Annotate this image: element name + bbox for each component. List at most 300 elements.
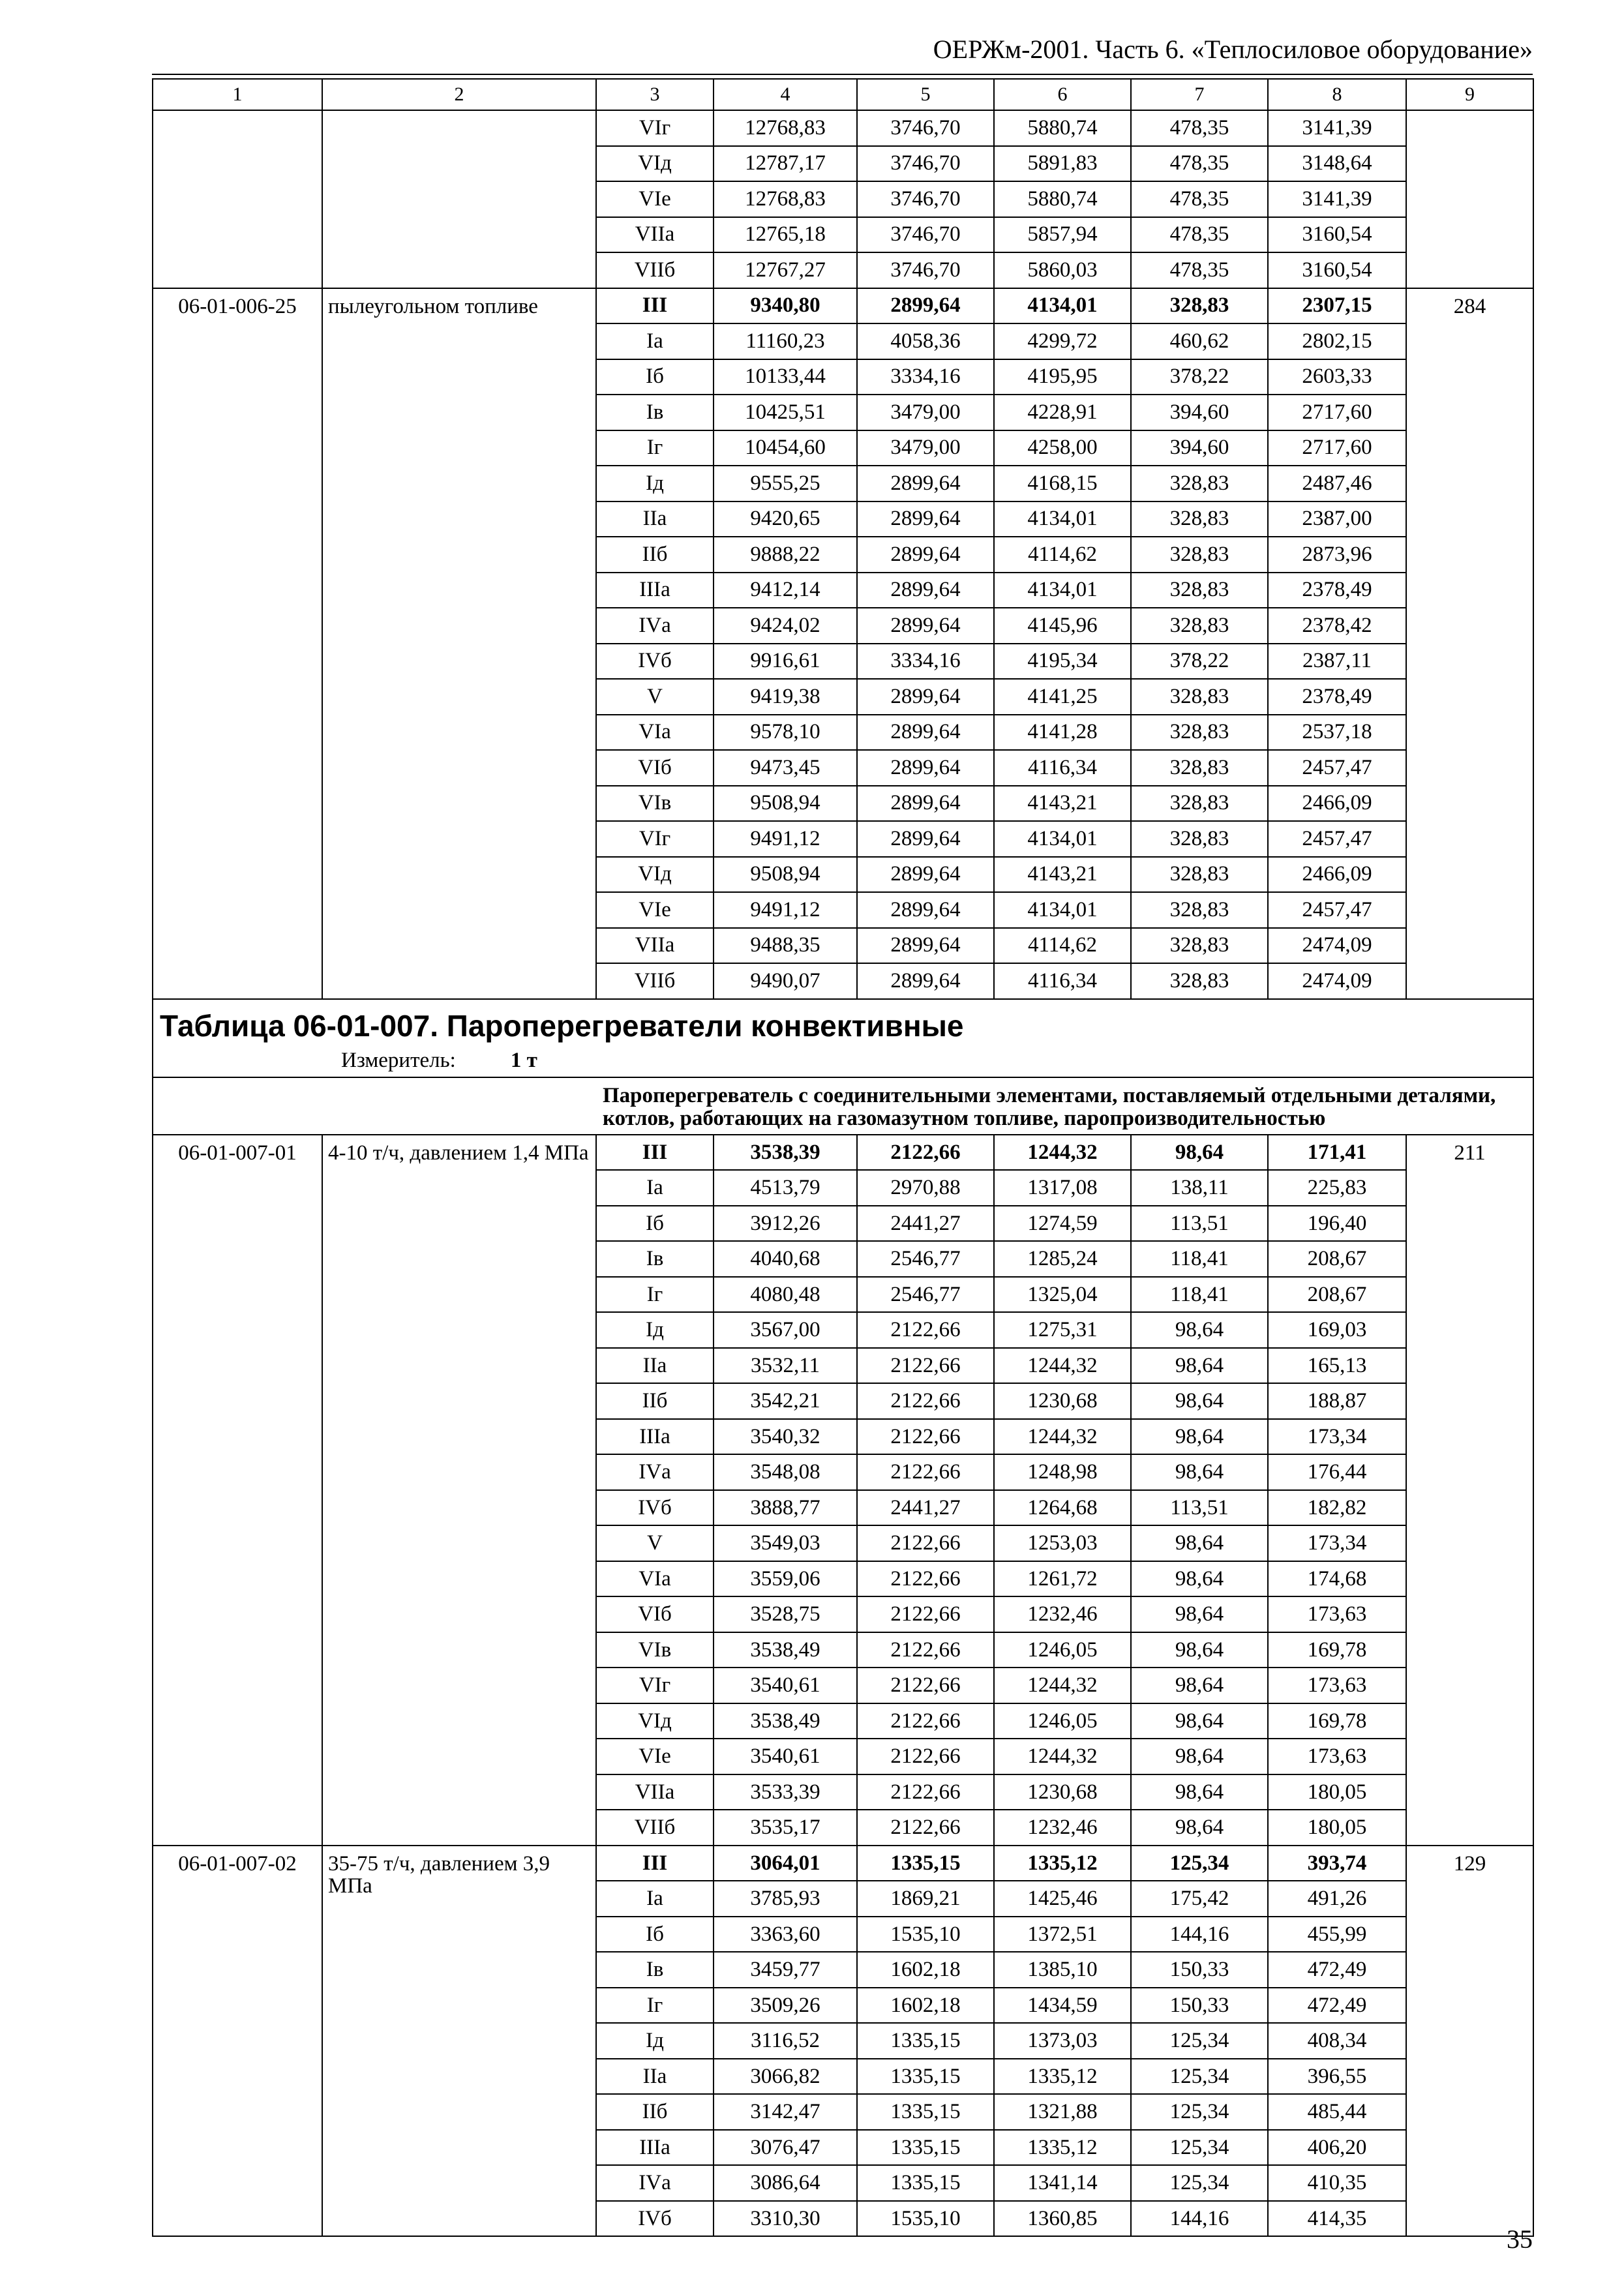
total-cost: 9508,94 [714, 786, 857, 822]
total-cost: 4080,48 [714, 1277, 857, 1313]
machinist-wage: 113,51 [1131, 1206, 1268, 1242]
total-cost: 9340,80 [714, 288, 857, 324]
materials-cost: 472,49 [1268, 1988, 1406, 2024]
materials-cost: 225,83 [1268, 1170, 1406, 1206]
machinist-wage: 394,60 [1131, 395, 1268, 430]
machinist-wage: 118,41 [1131, 1277, 1268, 1313]
column-number: 9 [1406, 79, 1533, 110]
zone-label: Iв [596, 1952, 714, 1988]
machinist-wage: 175,42 [1131, 1881, 1268, 1917]
machinist-wage: 328,83 [1131, 715, 1268, 751]
zone-label: IIб [596, 537, 714, 573]
zone-label: IIа [596, 2059, 714, 2095]
materials-cost: 414,35 [1268, 2201, 1406, 2237]
materials-cost: 2387,11 [1268, 644, 1406, 680]
machinist-wage: 144,16 [1131, 1917, 1268, 1952]
materials-cost: 2603,33 [1268, 359, 1406, 395]
machinist-wage: 125,34 [1131, 2094, 1268, 2130]
machine-cost: 4134,01 [994, 573, 1131, 608]
zone-label: Iб [596, 1917, 714, 1952]
machine-cost: 1246,05 [994, 1632, 1131, 1668]
zone-label: VIIб [596, 963, 714, 999]
column-number: 1 [153, 79, 322, 110]
labor-cost: 3746,70 [857, 181, 994, 217]
machine-cost: 1232,46 [994, 1596, 1131, 1632]
machinist-wage: 328,83 [1131, 892, 1268, 928]
materials-cost: 165,13 [1268, 1348, 1406, 1384]
materials-cost: 3141,39 [1268, 110, 1406, 146]
header-divider [152, 74, 1533, 75]
materials-cost: 208,67 [1268, 1241, 1406, 1277]
resource-value: 129 [1406, 1846, 1533, 2237]
machinist-wage: 98,64 [1131, 1596, 1268, 1632]
rate-name: пылеугольном топливе [322, 288, 596, 999]
total-cost: 9491,12 [714, 821, 857, 857]
machinist-wage: 150,33 [1131, 1988, 1268, 2024]
materials-cost: 2537,18 [1268, 715, 1406, 751]
zone-label: VIд [596, 146, 714, 182]
total-cost: 10133,44 [714, 359, 857, 395]
page-number: 35 [1507, 2224, 1533, 2254]
machine-cost: 1230,68 [994, 1774, 1131, 1810]
labor-cost: 2122,66 [857, 1561, 994, 1597]
machine-cost: 1373,03 [994, 2023, 1131, 2059]
labor-cost: 1335,15 [857, 2023, 994, 2059]
total-cost: 3086,64 [714, 2165, 857, 2201]
column-number: 5 [857, 79, 994, 110]
total-cost: 3509,26 [714, 1988, 857, 2024]
labor-cost: 1335,15 [857, 2130, 994, 2166]
materials-cost: 188,87 [1268, 1383, 1406, 1419]
labor-cost: 2122,66 [857, 1596, 994, 1632]
labor-cost: 2899,64 [857, 857, 994, 893]
labor-cost: 1535,10 [857, 1917, 994, 1952]
unit-value: 1 т [510, 1048, 537, 1072]
total-cost: 3064,01 [714, 1846, 857, 1881]
total-cost: 9578,10 [714, 715, 857, 751]
labor-cost: 3746,70 [857, 146, 994, 182]
total-cost: 3538,49 [714, 1632, 857, 1668]
labor-cost: 2899,64 [857, 573, 994, 608]
machinist-wage: 98,64 [1131, 1561, 1268, 1597]
total-cost: 9888,22 [714, 537, 857, 573]
machinist-wage: 378,22 [1131, 644, 1268, 680]
machine-cost: 4145,96 [994, 608, 1131, 644]
labor-cost: 2122,66 [857, 1810, 994, 1846]
materials-cost: 393,74 [1268, 1846, 1406, 1881]
materials-cost: 2802,15 [1268, 323, 1406, 359]
machine-cost: 1385,10 [994, 1952, 1131, 1988]
total-cost: 10425,51 [714, 395, 857, 430]
zone-label: VIг [596, 1668, 714, 1703]
materials-cost: 208,67 [1268, 1277, 1406, 1313]
table-row [153, 1135, 1533, 1171]
zone-label: Iд [596, 2023, 714, 2059]
resource-value: 211 [1406, 1135, 1533, 1846]
total-cost: 9916,61 [714, 644, 857, 680]
labor-cost: 2899,64 [857, 537, 994, 573]
total-cost: 9488,35 [714, 928, 857, 964]
labor-cost: 2899,64 [857, 892, 994, 928]
materials-cost: 173,63 [1268, 1739, 1406, 1774]
machine-cost: 1274,59 [994, 1206, 1131, 1242]
labor-cost: 3334,16 [857, 644, 994, 680]
zone-label: IVб [596, 1490, 714, 1526]
column-number: 6 [994, 79, 1131, 110]
machine-cost: 1335,12 [994, 1846, 1131, 1881]
materials-cost: 182,82 [1268, 1490, 1406, 1526]
materials-cost: 173,34 [1268, 1419, 1406, 1455]
total-cost: 9412,14 [714, 573, 857, 608]
machine-cost: 1335,12 [994, 2059, 1131, 2095]
machinist-wage: 98,64 [1131, 1135, 1268, 1171]
total-cost: 3310,30 [714, 2201, 857, 2237]
machine-cost: 1244,32 [994, 1135, 1131, 1171]
labor-cost: 3479,00 [857, 430, 994, 466]
labor-cost: 2899,64 [857, 466, 994, 501]
zone-label: IIа [596, 1348, 714, 1384]
materials-cost: 176,44 [1268, 1454, 1406, 1490]
machinist-wage: 113,51 [1131, 1490, 1268, 1526]
zone-label: VIе [596, 892, 714, 928]
description-spacer [153, 1077, 596, 1134]
machine-cost: 4141,28 [994, 715, 1131, 751]
zone-label: VIIб [596, 1810, 714, 1846]
zone-label: VIIа [596, 217, 714, 253]
total-cost: 3116,52 [714, 2023, 857, 2059]
machine-cost: 1425,46 [994, 1881, 1131, 1917]
column-number: 3 [596, 79, 714, 110]
labor-cost: 1335,15 [857, 2165, 994, 2201]
materials-cost: 173,63 [1268, 1596, 1406, 1632]
labor-cost: 1535,10 [857, 2201, 994, 2237]
materials-cost: 406,20 [1268, 2130, 1406, 2166]
materials-cost: 491,26 [1268, 1881, 1406, 1917]
zone-label: Iа [596, 1881, 714, 1917]
column-number: 7 [1131, 79, 1268, 110]
machine-cost: 4168,15 [994, 466, 1131, 501]
labor-cost: 1335,15 [857, 1846, 994, 1881]
materials-cost: 169,78 [1268, 1703, 1406, 1739]
machine-cost: 4114,62 [994, 537, 1131, 573]
labor-cost: 3746,70 [857, 110, 994, 146]
labor-cost: 2899,64 [857, 750, 994, 786]
machinist-wage: 328,83 [1131, 288, 1268, 324]
zone-label: IIб [596, 1383, 714, 1419]
total-cost: 3540,61 [714, 1668, 857, 1703]
zone-label: Iв [596, 395, 714, 430]
labor-cost: 2546,77 [857, 1241, 994, 1277]
zone-label: IIIа [596, 573, 714, 608]
total-cost: 9491,12 [714, 892, 857, 928]
materials-cost: 2466,09 [1268, 786, 1406, 822]
machine-cost: 4143,21 [994, 786, 1131, 822]
column-number: 2 [322, 79, 596, 110]
machinist-wage: 125,34 [1131, 1846, 1268, 1881]
machine-cost: 4228,91 [994, 395, 1131, 430]
materials-cost: 2307,15 [1268, 288, 1406, 324]
zone-label: Iб [596, 359, 714, 395]
materials-cost: 196,40 [1268, 1206, 1406, 1242]
machine-cost: 1321,88 [994, 2094, 1131, 2130]
zone-label: VIа [596, 1561, 714, 1597]
machinist-wage: 98,64 [1131, 1774, 1268, 1810]
zone-label: Iд [596, 466, 714, 501]
labor-cost: 2899,64 [857, 501, 994, 537]
price-table [152, 78, 1534, 2237]
zone-label: III [596, 288, 714, 324]
labor-cost: 3746,70 [857, 217, 994, 253]
materials-cost: 2474,09 [1268, 963, 1406, 999]
machine-cost: 1244,32 [994, 1668, 1131, 1703]
machine-cost: 1244,32 [994, 1419, 1131, 1455]
machinist-wage: 328,83 [1131, 501, 1268, 537]
zone-label: Iа [596, 323, 714, 359]
zone-label: IIб [596, 2094, 714, 2130]
total-cost: 11160,23 [714, 323, 857, 359]
zone-label: VIIб [596, 252, 714, 288]
zone-label: IVа [596, 1454, 714, 1490]
labor-cost: 2899,64 [857, 288, 994, 324]
machine-cost: 4134,01 [994, 501, 1131, 537]
machinist-wage: 98,64 [1131, 1632, 1268, 1668]
total-cost: 10454,60 [714, 430, 857, 466]
table-row [153, 110, 1533, 146]
machine-cost: 4143,21 [994, 857, 1131, 893]
labor-cost: 2122,66 [857, 1383, 994, 1419]
machine-cost: 1253,03 [994, 1525, 1131, 1561]
machinist-wage: 98,64 [1131, 1454, 1268, 1490]
zone-label: Iд [596, 1312, 714, 1348]
labor-cost: 2899,64 [857, 821, 994, 857]
machine-cost: 4134,01 [994, 288, 1131, 324]
materials-cost: 2457,47 [1268, 750, 1406, 786]
materials-cost: 2378,49 [1268, 573, 1406, 608]
machinist-wage: 328,83 [1131, 537, 1268, 573]
materials-cost: 396,55 [1268, 2059, 1406, 2095]
materials-cost: 173,63 [1268, 1668, 1406, 1703]
labor-cost: 2122,66 [857, 1525, 994, 1561]
table-title: Таблица 06-01-007. Пароперегреватели конвективные [160, 1008, 964, 1043]
zone-label: Iг [596, 1988, 714, 2024]
machinist-wage: 460,62 [1131, 323, 1268, 359]
zone-label: VIе [596, 1739, 714, 1774]
total-cost: 3538,49 [714, 1703, 857, 1739]
labor-cost: 3479,00 [857, 395, 994, 430]
materials-cost: 2717,60 [1268, 430, 1406, 466]
machinist-wage: 328,83 [1131, 608, 1268, 644]
total-cost: 3540,61 [714, 1739, 857, 1774]
materials-cost: 485,44 [1268, 2094, 1406, 2130]
machinist-wage: 478,35 [1131, 217, 1268, 253]
materials-cost: 2457,47 [1268, 892, 1406, 928]
materials-cost: 3160,54 [1268, 252, 1406, 288]
zone-label: VIIа [596, 928, 714, 964]
machine-cost: 4195,95 [994, 359, 1131, 395]
total-cost: 3076,47 [714, 2130, 857, 2166]
machine-cost: 1372,51 [994, 1917, 1131, 1952]
machine-cost: 4258,00 [994, 430, 1131, 466]
zone-label: V [596, 679, 714, 715]
zone-label: V [596, 1525, 714, 1561]
machinist-wage: 328,83 [1131, 786, 1268, 822]
materials-cost: 169,78 [1268, 1632, 1406, 1668]
materials-cost: 410,35 [1268, 2165, 1406, 2201]
total-cost: 3567,00 [714, 1312, 857, 1348]
materials-cost: 3141,39 [1268, 181, 1406, 217]
total-cost: 12767,27 [714, 252, 857, 288]
labor-cost: 2122,66 [857, 1312, 994, 1348]
machine-cost: 1325,04 [994, 1277, 1131, 1313]
rate-name: 35-75 т/ч, давлением 3,9 МПа [322, 1846, 596, 2237]
zone-label: VIг [596, 110, 714, 146]
materials-cost: 174,68 [1268, 1561, 1406, 1597]
materials-cost: 171,41 [1268, 1135, 1406, 1171]
machinist-wage: 328,83 [1131, 963, 1268, 999]
machinist-wage: 98,64 [1131, 1668, 1268, 1703]
total-cost: 4040,68 [714, 1241, 857, 1277]
machine-cost: 5857,94 [994, 217, 1131, 253]
total-cost: 3548,08 [714, 1454, 857, 1490]
rate-code: 06-01-006-25 [153, 288, 322, 999]
materials-cost: 2378,49 [1268, 679, 1406, 715]
zone-label: VIг [596, 821, 714, 857]
materials-cost: 455,99 [1268, 1917, 1406, 1952]
materials-cost: 2457,47 [1268, 821, 1406, 857]
zone-label: IVб [596, 2201, 714, 2237]
total-cost: 3538,39 [714, 1135, 857, 1171]
zone-label: VIе [596, 181, 714, 217]
machinist-wage: 478,35 [1131, 146, 1268, 182]
rate-code: 06-01-007-01 [153, 1135, 322, 1846]
labor-cost: 2546,77 [857, 1277, 994, 1313]
zone-label: VIд [596, 1703, 714, 1739]
machinist-wage: 328,83 [1131, 679, 1268, 715]
rate-code [153, 110, 322, 288]
machinist-wage: 328,83 [1131, 821, 1268, 857]
machine-cost: 4134,01 [994, 821, 1131, 857]
total-cost: 9424,02 [714, 608, 857, 644]
total-cost: 9420,65 [714, 501, 857, 537]
machine-cost: 4134,01 [994, 892, 1131, 928]
total-cost: 12768,83 [714, 110, 857, 146]
materials-cost: 408,34 [1268, 2023, 1406, 2059]
materials-cost: 2717,60 [1268, 395, 1406, 430]
unit-label: Измеритель: [341, 1048, 456, 1072]
machinist-wage: 150,33 [1131, 1952, 1268, 1988]
total-cost: 3888,77 [714, 1490, 857, 1526]
labor-cost: 2122,66 [857, 1454, 994, 1490]
zone-label: III [596, 1846, 714, 1881]
zone-label: VIIа [596, 1774, 714, 1810]
labor-cost: 4058,36 [857, 323, 994, 359]
zone-label: IVа [596, 608, 714, 644]
machine-cost: 5880,74 [994, 110, 1131, 146]
labor-cost: 2122,66 [857, 1348, 994, 1384]
machinist-wage: 328,83 [1131, 857, 1268, 893]
machinist-wage: 98,64 [1131, 1810, 1268, 1846]
machinist-wage: 98,64 [1131, 1739, 1268, 1774]
rate-name: 4-10 т/ч, давлением 1,4 МПа [322, 1135, 596, 1846]
materials-cost: 3160,54 [1268, 217, 1406, 253]
total-cost: 3066,82 [714, 2059, 857, 2095]
labor-cost: 3746,70 [857, 252, 994, 288]
total-cost: 12765,18 [714, 217, 857, 253]
machine-cost: 4195,34 [994, 644, 1131, 680]
zone-label: Iг [596, 1277, 714, 1313]
machinist-wage: 98,64 [1131, 1525, 1268, 1561]
table-row [153, 288, 1533, 324]
machine-cost: 1434,59 [994, 1988, 1131, 2024]
machine-cost: 1317,08 [994, 1170, 1131, 1206]
machine-cost: 5860,03 [994, 252, 1131, 288]
table-title-cell [153, 999, 1533, 1078]
labor-cost: 2970,88 [857, 1170, 994, 1206]
total-cost: 3533,39 [714, 1774, 857, 1810]
machine-cost: 1246,05 [994, 1703, 1131, 1739]
machinist-wage: 125,34 [1131, 2130, 1268, 2166]
machinist-wage: 394,60 [1131, 430, 1268, 466]
machinist-wage: 125,34 [1131, 2023, 1268, 2059]
total-cost: 4513,79 [714, 1170, 857, 1206]
column-number-row [153, 79, 1533, 110]
machine-cost: 1360,85 [994, 2201, 1131, 2237]
labor-cost: 2122,66 [857, 1774, 994, 1810]
materials-cost: 2466,09 [1268, 857, 1406, 893]
materials-cost: 2387,00 [1268, 501, 1406, 537]
machine-cost: 1285,24 [994, 1241, 1131, 1277]
machine-cost: 4114,62 [994, 928, 1131, 964]
machinist-wage: 98,64 [1131, 1419, 1268, 1455]
rate-code: 06-01-007-02 [153, 1846, 322, 2237]
total-cost: 3532,11 [714, 1348, 857, 1384]
zone-label: VIв [596, 786, 714, 822]
zone-label: IVб [596, 644, 714, 680]
machine-cost: 1275,31 [994, 1312, 1131, 1348]
total-cost: 3549,03 [714, 1525, 857, 1561]
machinist-wage: 138,11 [1131, 1170, 1268, 1206]
machine-cost: 5891,83 [994, 146, 1131, 182]
labor-cost: 1335,15 [857, 2059, 994, 2095]
table-title-row [153, 999, 1533, 1078]
rate-name [322, 110, 596, 288]
total-cost: 12768,83 [714, 181, 857, 217]
column-number: 4 [714, 79, 857, 110]
labor-cost: 2122,66 [857, 1703, 994, 1739]
total-cost: 3528,75 [714, 1596, 857, 1632]
labor-cost: 2122,66 [857, 1632, 994, 1668]
total-cost: 9555,25 [714, 466, 857, 501]
machinist-wage: 328,83 [1131, 928, 1268, 964]
total-cost: 9419,38 [714, 679, 857, 715]
machine-cost: 5880,74 [994, 181, 1131, 217]
machinist-wage: 98,64 [1131, 1383, 1268, 1419]
machinist-wage: 328,83 [1131, 573, 1268, 608]
materials-cost: 2873,96 [1268, 537, 1406, 573]
labor-cost: 2899,64 [857, 928, 994, 964]
materials-cost: 2487,46 [1268, 466, 1406, 501]
table-description-row [153, 1077, 1533, 1134]
table-description: Пароперегреватель с соединительными элементами, поставляемый отдельными деталями, котлов, работающих на газомазутном топливе, паропроизводительностью [596, 1077, 1533, 1134]
labor-cost: 1869,21 [857, 1881, 994, 1917]
labor-cost: 2441,27 [857, 1490, 994, 1526]
machine-cost: 4116,34 [994, 750, 1131, 786]
machine-cost: 1335,12 [994, 2130, 1131, 2166]
total-cost: 3785,93 [714, 1881, 857, 1917]
labor-cost: 1602,18 [857, 1988, 994, 2024]
machine-cost: 4141,25 [994, 679, 1131, 715]
machinist-wage: 98,64 [1131, 1348, 1268, 1384]
